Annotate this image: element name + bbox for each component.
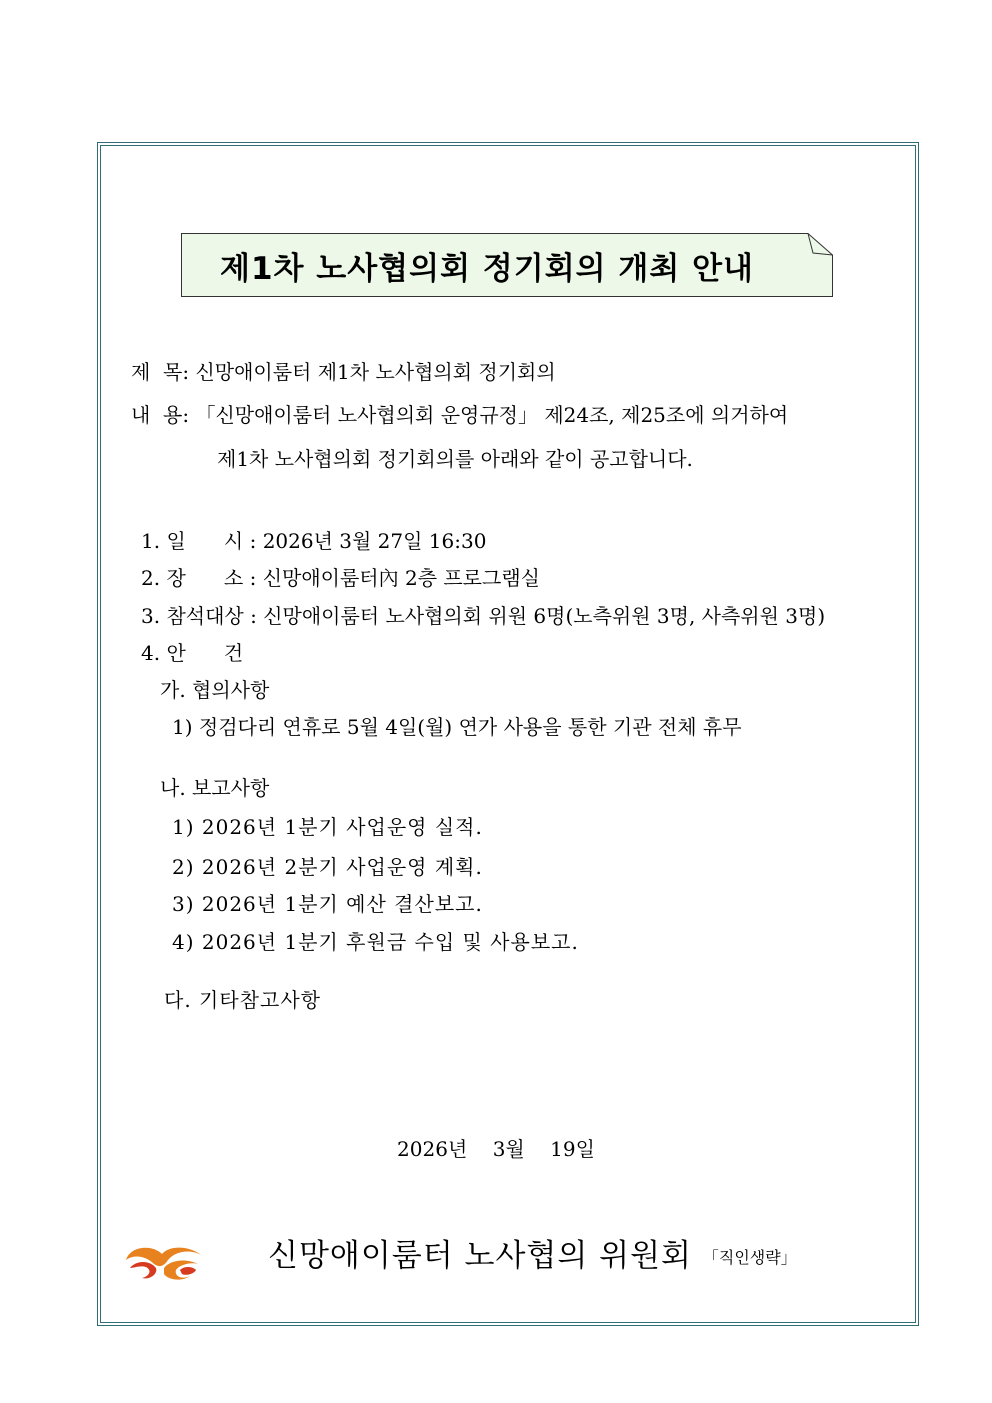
- content-label: 내 용:: [131, 403, 190, 427]
- agenda-b-item: 1) 2026년 1분기 사업운영 실적.: [172, 815, 483, 839]
- subject-row: [131, 360, 556, 384]
- sinmangae-logo-icon: [120, 1238, 210, 1284]
- agenda-c-title: 다. 기타참고사항: [164, 988, 321, 1012]
- item-value: 신망애이룸터 노사협의회 위원 6명(노측위원 3명, 사측위원 3명): [263, 604, 826, 628]
- seal-omitted-note: 「직인생략」: [702, 1248, 797, 1267]
- content-line-2: 제1차 노사협의회 정기회의를 아래와 같이 공고합니다.: [217, 447, 693, 471]
- agenda-a-title: 가. 협의사항: [160, 678, 270, 702]
- subject-value: 신망애이룸터 제1차 노사협의회 정기회의: [195, 360, 556, 384]
- item-value: 2026년 3월 27일 16:30: [262, 529, 487, 553]
- agenda-b-item: 2) 2026년 2분기 사업운영 계획.: [172, 855, 483, 879]
- item-label: 2. 장 소 :: [141, 566, 257, 590]
- subject-label: 제 목:: [131, 360, 190, 384]
- title-box: [181, 233, 833, 297]
- issue-date: 2026년 3월 19일: [397, 1137, 595, 1161]
- agenda-b-item: 4) 2026년 1분기 후원금 수입 및 사용보고.: [172, 930, 579, 954]
- agenda-a-item: 1) 정검다리 연휴로 5월 4일(월) 연가 사용을 통한 기관 전체 휴무: [172, 715, 742, 739]
- item-label: 4. 안 건: [141, 641, 244, 665]
- item-label: 3. 참석대상 :: [141, 604, 257, 628]
- page-title: 제1차 노사협의회 정기회의 개최 안내: [220, 250, 754, 287]
- agenda-b-item: 3) 2026년 1분기 예산 결산보고.: [172, 892, 483, 916]
- item-value: 신망애이룸터內 2층 프로그램실: [262, 566, 540, 590]
- organization-name: 신망애이룸터 노사협의 위원회: [268, 1238, 693, 1274]
- content-line-1: 「신망애이룸터 노사협의회 운영규정」 제24조, 제25조에 의거하여: [195, 403, 789, 427]
- item-attendees: [141, 604, 825, 628]
- content-row: [131, 403, 788, 427]
- item-place: [141, 566, 540, 590]
- agenda-b-title: 나. 보고사항: [160, 776, 270, 800]
- item-label: 1. 일 시 :: [141, 529, 257, 553]
- item-datetime: [141, 529, 486, 553]
- item-agenda: [141, 641, 243, 665]
- organization-signature: [268, 1230, 797, 1275]
